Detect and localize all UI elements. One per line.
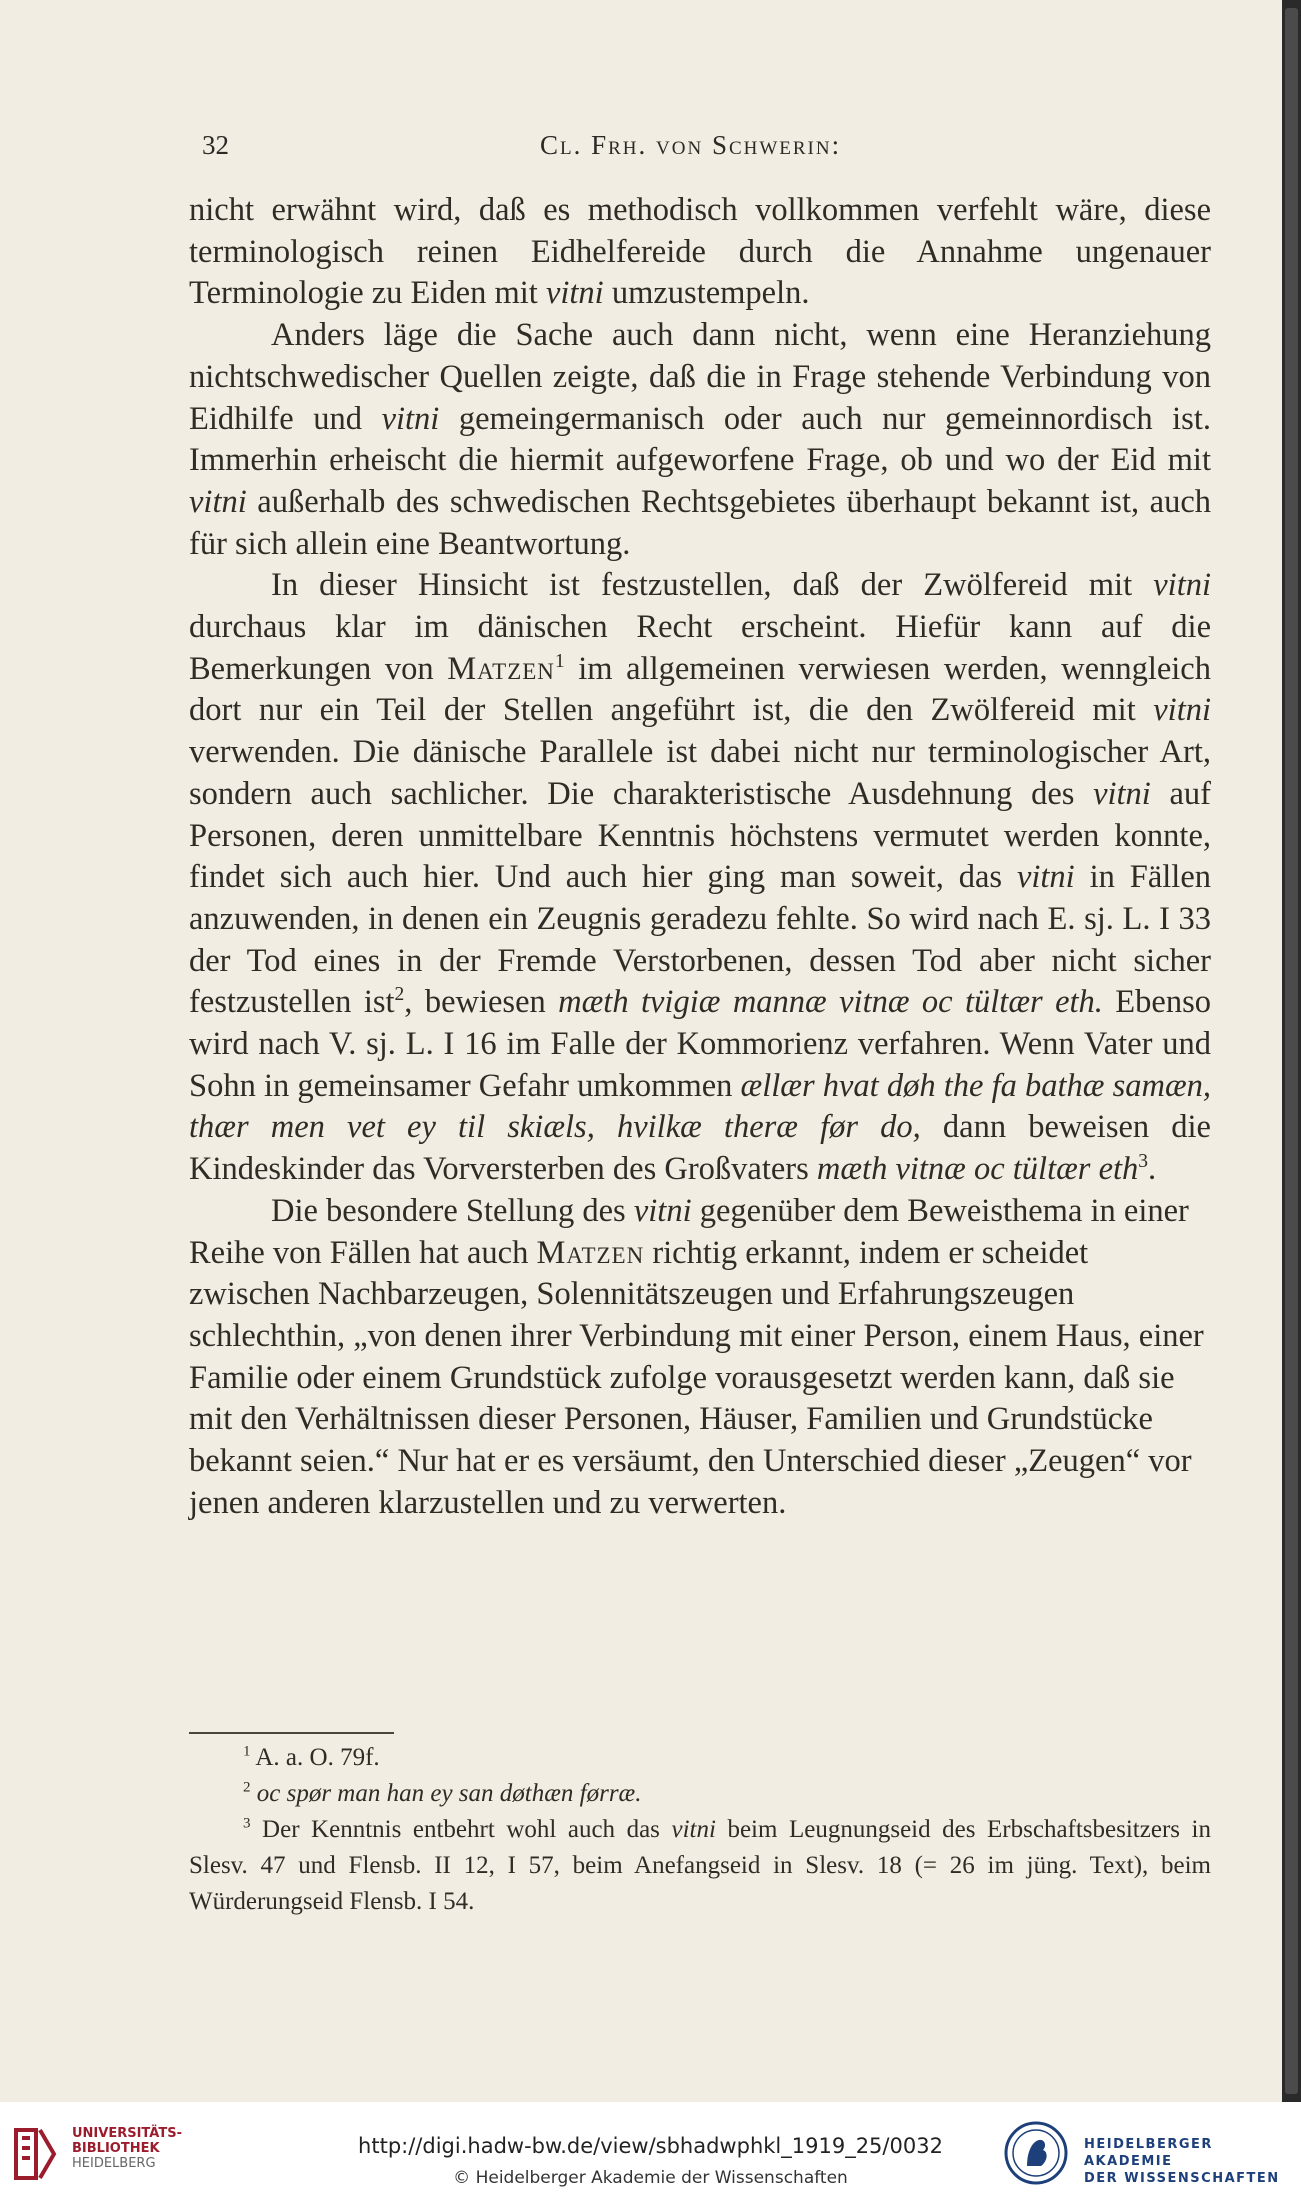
text-run: verwenden. Die dänische Parallele ist dabei nicht nur terminologischer Art, sondern auch sachlicher. Die charakteristische Ausdehnung des: [189, 734, 1211, 812]
author-name: Matzen: [536, 1234, 645, 1271]
permalink-url[interactable]: http://digi.hadw-bw.de/view/sbhadwphkl_1919_25/0032: [358, 2134, 943, 2158]
italic-term: vitni: [545, 275, 604, 312]
italic-term: vitni: [1016, 859, 1075, 896]
footnote: [189, 1776, 1211, 1812]
text-run: Die besondere Stellung des: [271, 1192, 634, 1229]
footnote-marker: 2: [394, 984, 405, 1006]
footnotes: [189, 1740, 1211, 1920]
text-run: im allgemeinen verwiesen werden, wenngleich dort nur ein Teil der Stellen angeführt ist, die den Zwölfereid mit: [189, 650, 1211, 729]
italic-term: vitni: [1153, 567, 1211, 604]
copyright-notice: © Heidelberger Akademie der Wissenschaften: [453, 2168, 848, 2188]
text-run: außerhalb des schwedischen Rechtsgebietes überhaupt bekannt ist, auch für sich allein eine Beantwortung.: [189, 483, 1211, 562]
paragraph: [189, 565, 1211, 1191]
footnote: [189, 1740, 1211, 1776]
text-run: richtig erkannt, indem er scheidet zwischen Nachbarzeugen, Solennitätszeugen und Erfahrungszeugen schlechthin, „von denen ihrer Verbindung mit einer Person, einem Haus, einer Familie oder einem Grundstück zufolge vorausgesetzt werden kann, daß sie mit den Verhältnissen dieser Personen, Häuser, Familien und Grundstücke bekannt seien.“ Nur hat er es versäumt, den Unterschied dieser „Zeugen“ vor jenen anderen klarzustellen und zu verwerten.: [189, 1234, 1204, 1521]
text-run: Ebenso wird nach V. sj. L. I 16 im Falle der Kommorienz verfahren. Wenn Vater und Sohn in gemeinsamer Gefahr umkommen: [189, 984, 1211, 1104]
text-run: Anders läge die Sache auch dann nicht, wenn eine Heranziehung nichtschwedischer Quellen zeigte, daß die in Frage stehende Verbindung von Eidhilfe und: [189, 317, 1211, 437]
text-run: in Fällen anzuwenden, in denen ein Zeugnis geradezu fehlte. So wird nach E. sj. L. I 33 der Tod eines in der Fremde Verstorbenen, dessen Tod aber nicht sicher festzustellen ist: [189, 859, 1211, 1021]
italic-term: vitni: [381, 400, 440, 437]
footnote-marker: 3: [1138, 1151, 1149, 1173]
scan-edge-inner: [1285, 8, 1298, 2094]
footnote-marker: 2: [243, 1779, 251, 1796]
academy-name-line1: HEIDELBERGER AKADEMIE: [1084, 2137, 1213, 2169]
text-run: nicht erwähnt wird, daß es methodisch vollkommen verfehlt wäre, diese terminologisch reinen Eidhelfereide durch die Annahme ungenauer Terminologie zu Eiden mit: [189, 192, 1211, 312]
text-run: In dieser Hinsicht ist festzustellen, daß der Zwölfereid mit: [271, 567, 1154, 604]
footnote-marker: 1: [243, 1743, 251, 1760]
page-number: 32: [202, 130, 229, 160]
italic-term: mæth tvigiæ mannæ vitnæ oc tültær eth.: [558, 984, 1103, 1021]
text-run: umzustempeln.: [603, 275, 810, 312]
library-city: HEIDELBERG: [72, 2156, 156, 2171]
text-run: , bewiesen: [404, 984, 559, 1021]
footnote-marker: 1: [554, 650, 565, 672]
main-text: [189, 190, 1211, 1525]
italic-term: vitni: [1093, 775, 1151, 812]
italic-term: vitni: [1153, 692, 1211, 729]
paragraph: [189, 315, 1211, 565]
running-title: Cl. Frh. von Schwerin:: [540, 130, 842, 160]
text-run: auf Personen, deren unmittelbare Kenntnis höchstens vermutet werden konnte, findet sich auch hier. Und auch hier ging man soweit, das: [189, 775, 1212, 896]
text-run: durchaus klar im dänischen Recht erscheint. Hiefür kann auf die Bemerkungen von: [189, 609, 1211, 687]
running-header: [190, 126, 1212, 170]
academy-name: [1084, 2136, 1301, 2187]
italic-term: oc spør man han ey san døthæn førræ.: [256, 1780, 642, 1807]
text-run: gemeingermanisch oder auch nur gemeinnordisch ist. Immerhin erheischt die hiermit aufgeworfene Frage, ob und wo der Eid mit: [189, 400, 1211, 479]
author-name: Matzen: [447, 650, 555, 687]
italic-term: vitni: [189, 483, 247, 520]
text-run: Der Kenntnis entbehrt wohl auch das: [250, 1816, 672, 1843]
footnote: [189, 1812, 1211, 1920]
italic-term: vitni: [633, 1192, 692, 1229]
paragraph: [189, 1191, 1211, 1525]
italic-term: mæth vitnæ oc tültær eth: [816, 1151, 1139, 1188]
academy-name-line2: DER WISSENSCHAFTEN: [1084, 2171, 1280, 2186]
academy-seal-icon: [1003, 2120, 1069, 2186]
library-name-line1: UNIVERSITÄTS-: [72, 2126, 182, 2141]
text-run: dann beweisen die Kindeskinder das Vorversterben des Großvaters: [189, 1109, 1211, 1188]
italic-term: vitni: [671, 1816, 716, 1843]
footnote-marker: 3: [243, 1815, 251, 1832]
viewer-footer: [0, 2102, 1301, 2200]
text-run: A. a. O. 79f.: [250, 1744, 380, 1771]
paragraph: [189, 190, 1211, 315]
italic-term: ællær hvat døh the fa bathæ samæn, thær men vet ey til skiæls, hvilkæ theræ før do,: [189, 1067, 1212, 1146]
text-run: .: [1148, 1151, 1157, 1188]
text-run: beim Leugnungseid des Erbschaftsbesitzers in Slesv. 47 und Flensb. II 12, I 57, beim Anefangseid in Slesv. 18 (= 26 im jüng. Text), beim Würderungseid Flensb. I 54.: [189, 1816, 1211, 1915]
library-name-line2: BIBLIOTHEK: [72, 2141, 160, 2156]
scan-edge-strip: [1282, 0, 1301, 2102]
footnote-separator: [189, 1732, 394, 1734]
text-run: gegenüber dem Beweisthema in einer Reihe von Fällen hat auch: [189, 1192, 1189, 1271]
